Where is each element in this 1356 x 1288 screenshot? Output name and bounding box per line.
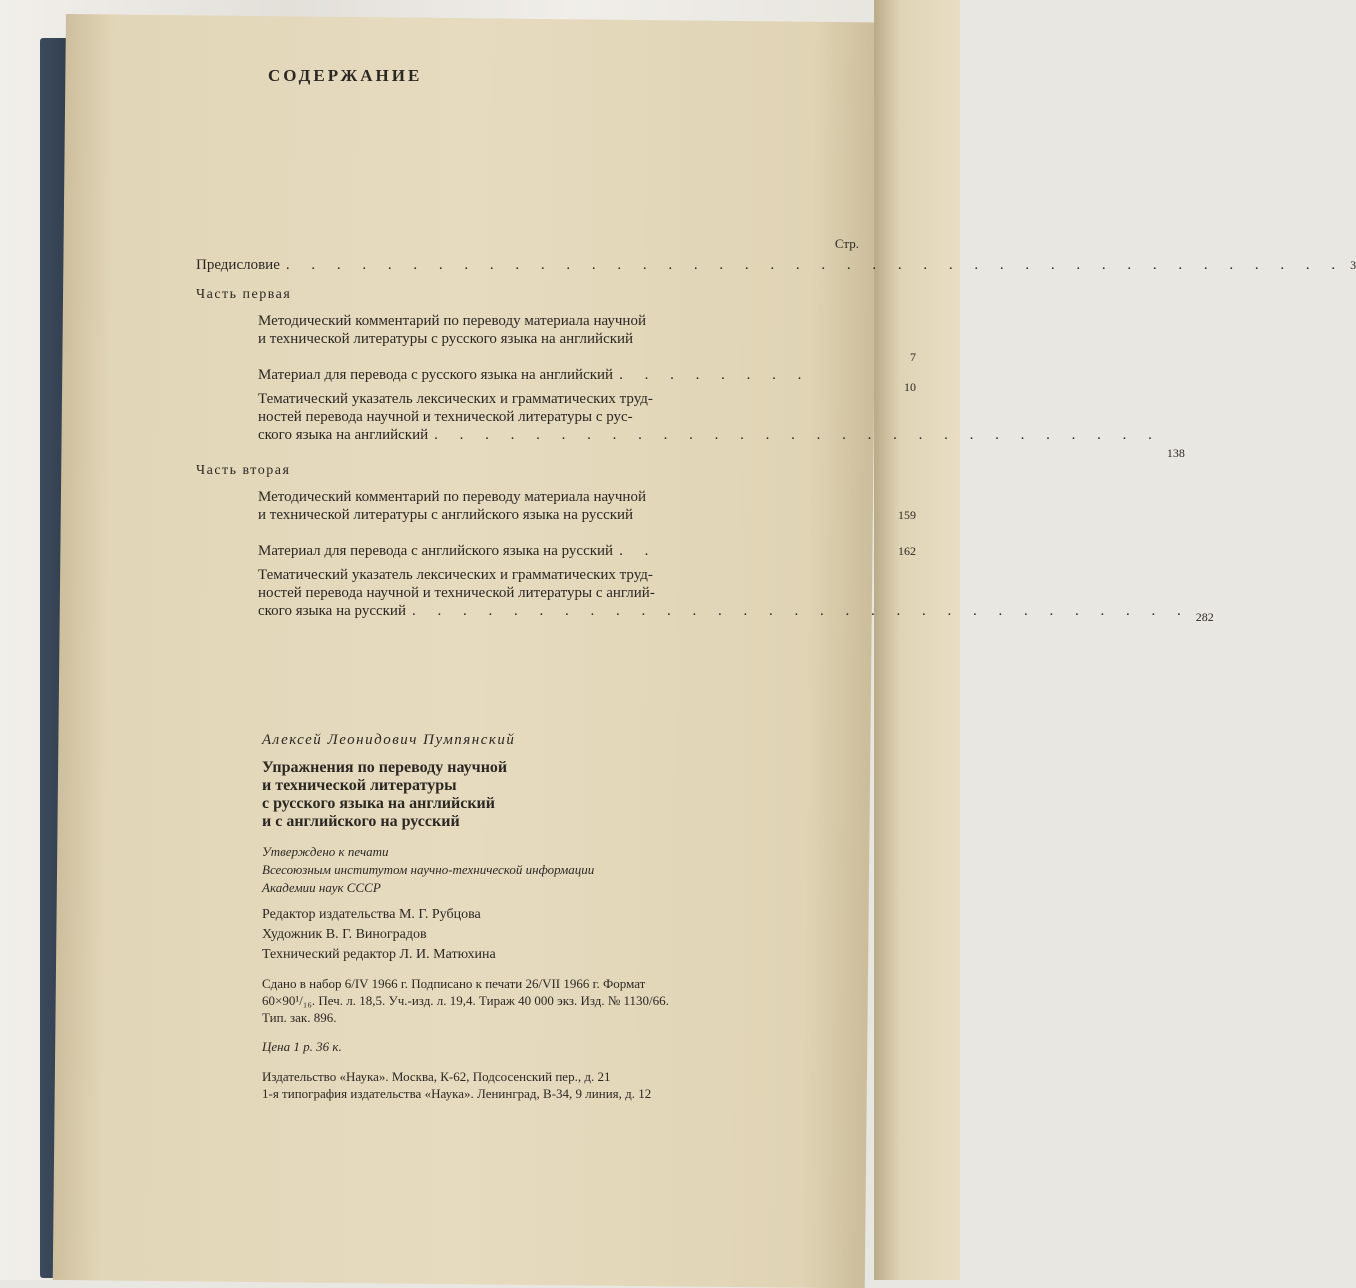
- toc-line: Методический комментарий по переводу материала научной: [258, 489, 646, 505]
- toc-line: Тематический указатель лексических и грамматических труд-: [258, 391, 653, 407]
- toc-line: ностей перевода научной и технической литературы с рус-: [258, 409, 633, 425]
- toc-entry: [196, 312, 916, 364]
- print-info-line: Сдано в набор 6/IV 1966 г. Подписано к печати 26/VII 1966 г. Формат: [262, 976, 646, 991]
- toc-entry: Тематический указатель лексических и грамматических труд- ностей перевода научной и технической литературы с рус- ского языка на английский . . . . . . . . . . . . . . . . . . . . . . . . . . . . . 138: [258, 391, 1185, 460]
- book-title-line: с русского языка на английский: [262, 795, 495, 812]
- toc-entry-page: 138: [1166, 446, 1185, 460]
- editor-credit: Редактор издательства М. Г. Рубцова: [262, 907, 481, 922]
- toc-line: ностей перевода научной и технической литературы с англий-: [258, 585, 655, 601]
- toc-line: Тематический указатель лексических и грамматических труд-: [258, 567, 653, 583]
- toc-line: Методический комментарий по переводу материала научной: [258, 313, 646, 329]
- approval-line: Академии наук СССР: [262, 880, 381, 895]
- artist-credit: Художник В. Г. Виноградов: [262, 927, 427, 942]
- approval-line: Утверждено к печати: [262, 844, 389, 859]
- book-title-line: и технической литературы: [262, 777, 457, 794]
- tech-editor-credit: Технический редактор Л. И. Матюхина: [262, 947, 496, 962]
- print-info-line: 60×90¹/₁₆. Печ. л. 18,5. Уч.-изд. л. 19,4. Тираж 40 000 экз. Изд. № 1130/66.: [262, 993, 669, 1008]
- leader-dots: . . . . . . . . . . . . . . . . . . . . . . . . . . . . . . . . . . . . . . . . . .: [285, 257, 1345, 273]
- toc-title: СОДЕРЖАНИЕ: [268, 66, 423, 85]
- price: Цена 1 р. 36 к.: [262, 1039, 342, 1054]
- facing-page-edge: [874, 0, 960, 1280]
- author-name: Алексей Леонидович Пумпянский: [262, 732, 516, 748]
- toc-entry: Материал для перевода с русского языка на английский . . . . . . . . 10: [258, 367, 916, 394]
- toc-entry: Материал для перевода с английского языка на русский . . 162: [258, 543, 916, 559]
- approval-line: Всесоюзным институтом научно-технической информации: [262, 862, 595, 877]
- book-title-line: Упражнения по переводу научной: [262, 759, 508, 776]
- toc-entry-label: Предисловие: [196, 257, 280, 273]
- toc-line: ского языка на русский: [258, 603, 406, 619]
- print-info-line: Тип. зак. 896.: [262, 1010, 337, 1025]
- toc-entry-page: 162: [898, 544, 916, 558]
- toc-entry-page: 7: [910, 350, 916, 364]
- toc-entry-page: 282: [1195, 610, 1214, 624]
- toc-entry: [196, 488, 916, 524]
- publisher-line: 1-я типография издательства «Наука». Ленинград, В-34, 9 линия, д. 12: [262, 1086, 652, 1101]
- toc-line: Материал для перевода с английского языка на русский: [258, 543, 614, 559]
- toc-entry-page: 10: [904, 380, 916, 394]
- toc-entry-page: 3: [1350, 258, 1356, 272]
- book-title-line: и с английского на русский: [262, 813, 460, 830]
- toc-entry: Тематический указатель лексических и грамматических труд- ностей перевода научной и технической литературы с англий- ского языка на русский . . . . . . . . . . . . . . . . . . . . . . . . . . . . . . . 282: [258, 567, 1214, 624]
- toc-part-two: Часть вторая: [196, 463, 291, 478]
- toc-line: и технической литературы с английского языка на русский: [258, 507, 634, 523]
- toc-entry-preface: [196, 256, 1356, 274]
- toc-line: ского языка на английский: [258, 427, 429, 443]
- toc-entry-page: 159: [898, 508, 916, 522]
- toc-part-one: Часть первая: [196, 287, 292, 302]
- toc-line: Материал для перевода с русского языка на английский: [258, 367, 614, 383]
- imprint: [262, 732, 822, 1102]
- toc-line: и технической литературы с русского языка на английский: [258, 331, 634, 347]
- page-column-label: Стр.: [834, 236, 859, 251]
- publisher-line: Издательство «Наука». Москва, К-62, Подсосенский пер., д. 21: [262, 1069, 611, 1084]
